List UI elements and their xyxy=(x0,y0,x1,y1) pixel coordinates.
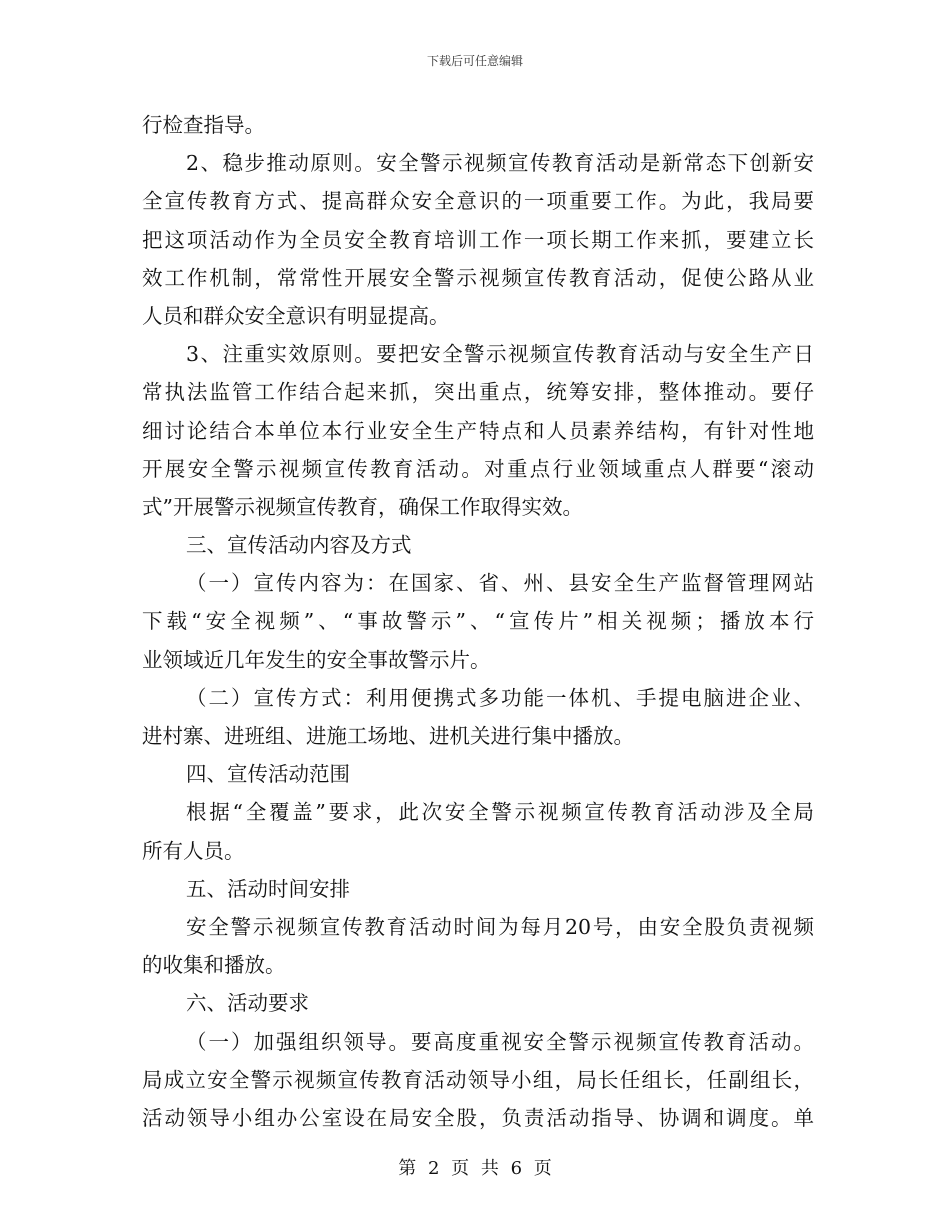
text-line: 活动领导小组办公室设在局安全股，负责活动指导、协调和调度。单 xyxy=(142,1105,814,1130)
text-line: 行检查指导。 xyxy=(142,113,265,137)
section-heading: 六、活动要求 xyxy=(186,991,309,1016)
text-line: （一）宣传内容为：在国家、省、州、县安全生产监督管理网站 xyxy=(186,571,814,596)
text-line: 人员和群众安全意识有明显提高。 xyxy=(142,303,450,328)
text-line: （二）宣传方式：利用便携式多功能一体机、手提电脑进企业、 xyxy=(186,685,814,710)
document-body xyxy=(142,106,814,1137)
text-line: 2、稳步推动原则。安全警示视频宣传教育活动是新常态下创新安 xyxy=(186,151,814,176)
text-line: （一）加强组织领导。要高度重视安全警示视频宣传教育活动。 xyxy=(186,1029,814,1054)
text-line: 根据“全覆盖”要求，此次安全警示视频宣传教育活动涉及全局 xyxy=(186,800,814,825)
text-line: 细讨论结合本单位本行业安全生产特点和人员素养结构，有针对性地 xyxy=(142,418,814,443)
text-line: 安全警示视频宣传教育活动时间为每月20号，由安全股负责视频 xyxy=(186,914,814,939)
text-line: 局成立安全警示视频宣传教育活动领导小组，局长任组长，任副组长， xyxy=(142,1067,814,1092)
text-line: 开展安全警示视频宣传教育活动。对重点行业领域重点人群要“滚动 xyxy=(142,456,814,481)
text-line: 进村寨、进班组、进施工场地、进机关进行集中播放。 xyxy=(142,724,634,748)
section-heading: 五、活动时间安排 xyxy=(186,876,350,901)
text-line: 把这项活动作为全员安全教育培训工作一项长期工作来抓，要建立长 xyxy=(142,227,814,252)
page-number-footer: 第 2 页 共 6 页 xyxy=(398,1158,552,1179)
text-line: 所有人员。 xyxy=(142,838,245,863)
text-line: 式”开展警示视频宣传教育，确保工作取得实效。 xyxy=(142,494,583,519)
section-heading: 三、宣传活动内容及方式 xyxy=(186,533,412,558)
text-line: 常执法监管工作结合起来抓，突出重点，统筹安排，整体推动。要仔 xyxy=(142,380,814,405)
section-heading: 四、宣传活动范围 xyxy=(186,762,350,787)
text-line: 业领域近几年发生的安全事故警示片。 xyxy=(142,647,491,672)
text-line: 全宣传教育方式、提高群众安全意识的一项重要工作。为此，我局要 xyxy=(142,189,814,214)
text-line: 的收集和播放。 xyxy=(142,953,286,978)
text-line: 下载“安全视频”、“事故警示”、“宣传片”相关视频；播放本行 xyxy=(142,609,814,634)
text-line: 效工作机制，常常性开展安全警示视频宣传教育活动，促使公路从业 xyxy=(142,265,814,290)
page-header-note: 下载后可任意编辑 xyxy=(426,54,523,68)
text-line: 3、注重实效原则。要把安全警示视频宣传教育活动与安全生产日 xyxy=(186,342,814,367)
